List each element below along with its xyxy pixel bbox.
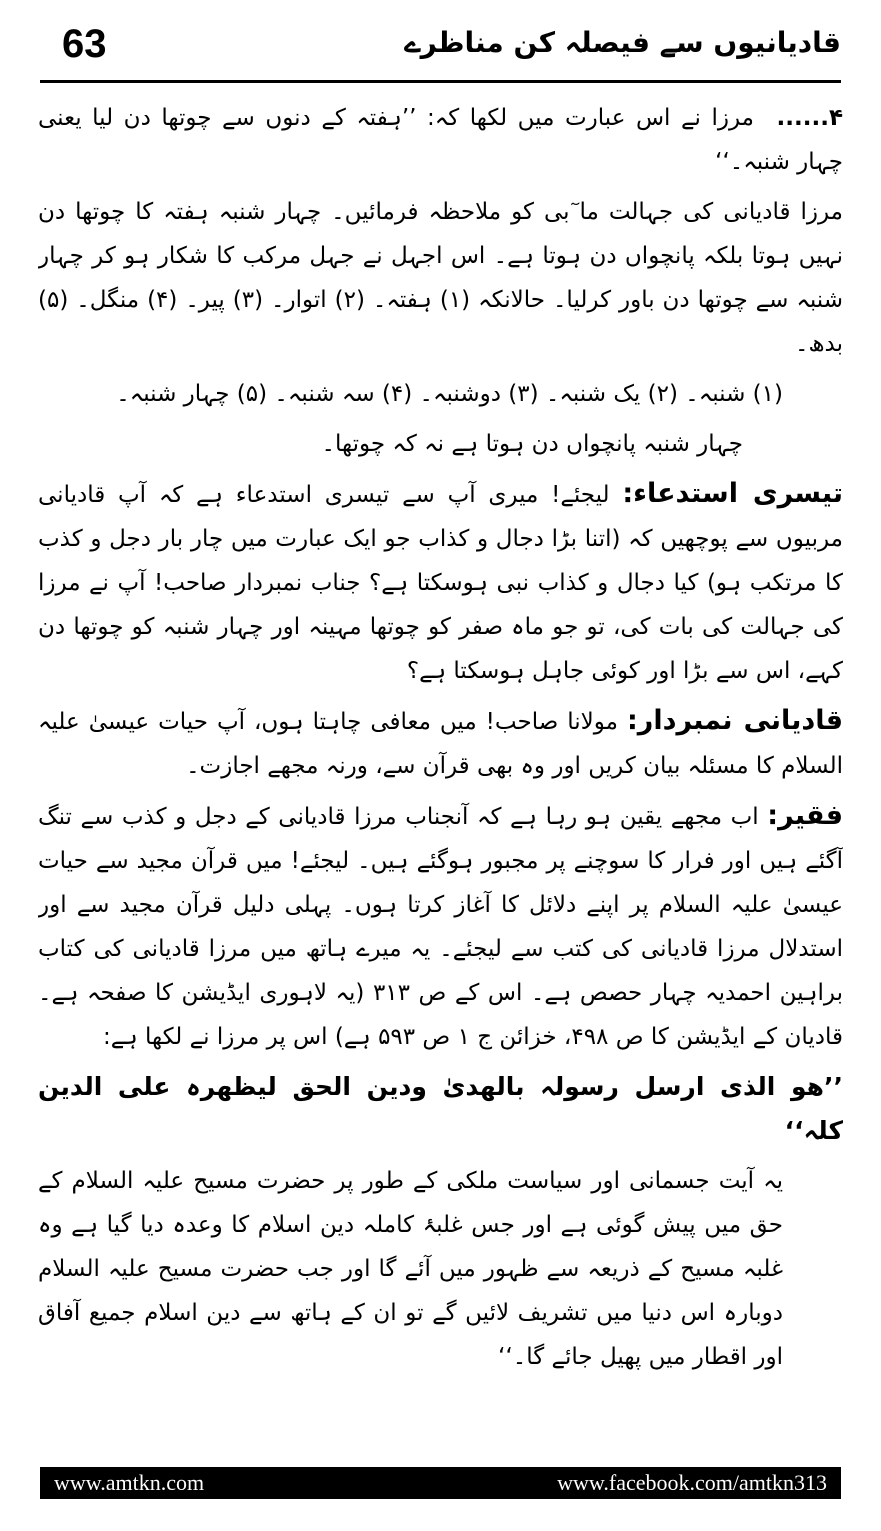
conclusion-line: چہار شنبہ پانچواں دن ہوتا ہے نہ کہ چوتھا۔ bbox=[321, 431, 743, 457]
footer-website: www.amtkn.com bbox=[54, 1470, 205, 1495]
section-third-request bbox=[38, 472, 843, 693]
page-number: 63 bbox=[62, 22, 107, 66]
paragraph-1: مرزا قادیانی کی جہالت ما ٓبی کو ملاحظہ فرمائیں۔ چہار شنبہ ہفتہ کا چوتھا دن نہیں ہوتا بلکہ پانچواں دن ہوتا ہے۔ اس اجہل نے جہل مرکب کا شکار ہو کر چہار شنبہ سے چوتھا دن باور کرلیا۔ حالانکہ (۱) ہفتہ۔ (۲) اتوار۔ (۳) پیر۔ (۴) منگل۔ (۵) بدھ۔ bbox=[38, 199, 843, 357]
days-list: (۱) شنبہ۔ (۲) یک شنبہ۔ (۳) دوشنبہ۔ (۴) سہ شنبہ۔ (۵) چہار شنبہ۔ bbox=[116, 381, 783, 407]
item-4-text: مرزا نے اس عبارت میں لکھا کہ: ’’ہفتہ کے دنوں سے چوتھا دن لیا یعنی چہار شنبہ۔‘‘ bbox=[38, 105, 843, 175]
footer-bar bbox=[40, 1467, 841, 1499]
quran-quote: ’’ھو الذی ارسل رسولہ بالھدیٰ ودین الحق لیظھرہ علی الدین کلہ‘‘ bbox=[38, 1072, 843, 1145]
speaker-label: فقیر: bbox=[767, 800, 843, 831]
section-faqir bbox=[38, 794, 843, 1059]
item-4-number: ۴...... bbox=[776, 105, 843, 131]
speaker-text: مولانا صاحب! میں معافی چاہتا ہوں، آپ حیات عیسیٰ علیہ السلام کا مسئلہ بیان کریں اور وہ بھی قرآن سے، ورنہ مجھے اجازت۔ bbox=[38, 709, 843, 779]
page-body bbox=[38, 96, 843, 1446]
speaker-label: تیسری استدعاء: bbox=[622, 478, 843, 509]
item-4 bbox=[38, 96, 843, 184]
speaker-text: لیجئے! میری آپ سے تیسری استدعاء ہے کہ آپ قادیانی مربیوں سے پوچھیں کہ (اتنا بڑا دجال و کذاب جو ایک عبارت میں چار بار دجل و کذب کا مرتکب ہو) کیا دجال و کذاب نبی ہوسکتا ہے؟ جناب نمبردار صاحب! آپ نے مرزا کی جہالت کی بات کی، تو جو ماہ صفر کو چوتھا مہینہ اور چہار شنبہ کو چوتھا دن کہے، اس سے بڑا اور کوئی جاہل ہوسکتا ہے؟ bbox=[38, 482, 843, 684]
speaker-text: اب مجھے یقین ہو رہا ہے کہ آنجناب مرزا قادیانی کے دجل و کذب سے تنگ آگئے ہیں اور فرار کا سوچنے پر مجبور ہوگئے ہیں۔ لیجئے! میں قرآن مجید سے حیات عیسیٰ علیہ السلام پر اپنے دلائل کا آغاز کرتا ہوں۔ پہلی دلیل قرآن مجید سے اور استدلال مرزا قادیانی کی کتب سے لیجئے۔ یہ میرے ہاتھ میں مرزا قادیانی کی کتاب براہین احمدیہ چہار حصص ہے۔ اس کے ص ۳۱۳ (یہ لاہوری ایڈیشن کا صفحہ ہے۔ قادیان کے ایڈیشن کا ص ۴۹۸، خزائن ج ۱ ص ۵۹۳ ہے) اس پر مرزا نے لکھا ہے: bbox=[38, 804, 843, 1050]
page-header bbox=[40, 14, 841, 74]
running-title: قادیانیوں سے فیصلہ کن مناظرے bbox=[404, 26, 841, 59]
header-divider bbox=[40, 80, 841, 83]
closing-paragraph: یہ آیت جسمانی اور سیاست ملکی کے طور پر حضرت مسیح علیہ السلام کے حق میں پیش گوئی ہے اور جس غلبۂ کاملہ دین اسلام کا وعدہ دیا گیا ہے وہ غلبہ مسیح کے ذریعہ سے ظہور میں آئے گا اور جب حضرت مسیح علیہ السلام دوبارہ اس دنیا میں تشریف لائیں گے تو ان کے ہاتھ سے دین اسلام جمیع آفاق اور اقطار میں پھیل جائے گا۔‘‘ bbox=[38, 1168, 783, 1370]
footer-facebook: www.facebook.com/amtkn313 bbox=[557, 1470, 827, 1495]
section-qadiani-numberdar bbox=[38, 699, 843, 788]
speaker-label: قادیانی نمبردار: bbox=[627, 705, 843, 736]
